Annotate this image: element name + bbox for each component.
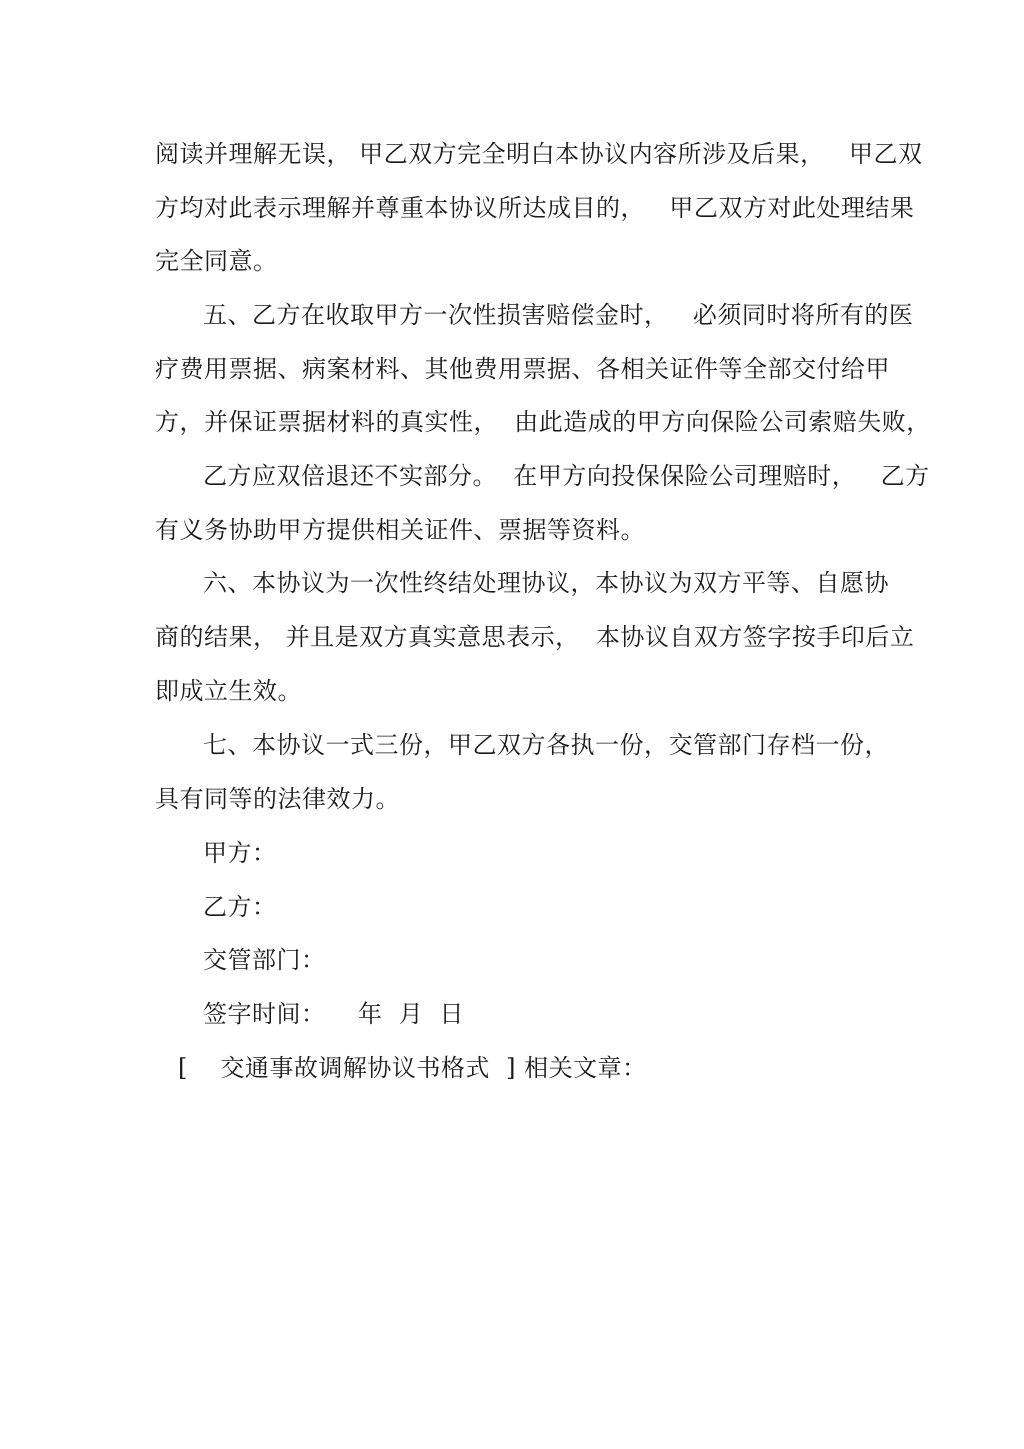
paragraph-5-line-5: 有义务协助甲方提供相关证件、票据等资料。 [155,516,645,544]
paragraph-6-line-2: 商的结果， 并且是双方真实意思表示， 本协议自双方签字按手印后立 [155,623,915,651]
paragraph-7-line-1: 七、本协议一式三份，甲乙双方各执一份，交管部门存档一份， [203,731,889,759]
signature-time: 签字时间： 年 月 日 [203,1000,465,1028]
paragraph-5-line-2: 疗费用票据、病案材料、其他费用票据、各相关证件等全部交付给甲 [155,355,890,383]
signature-party-b: 乙方： [203,893,277,921]
paragraph-4-line-3: 完全同意。 [155,247,278,275]
paragraph-5-line-3: 方，并保证票据材料的真实性， 由此造成的甲方向保险公司索赔失败， [155,408,931,436]
paragraph-4-line-2: 方均对此表示理解并尊重本协议所达成目的， 甲乙双方对此处理结果 [155,194,915,222]
paragraph-4-line-1: 阅读并理解无误， 甲乙双方完全明白本协议内容所涉及后果， 甲乙双 [155,140,923,168]
related-articles-link[interactable]: [ 交通事故调解协议书格式 ] 相关文章： [178,1054,647,1082]
paragraph-5-line-4: 乙方应双倍退还不实部分。 在甲方向投保保险公司理赔时， 乙方 [203,462,930,490]
signature-party-a: 甲方： [203,839,277,867]
paragraph-6-line-3: 即成立生效。 [155,677,302,705]
signature-traffic-dept: 交管部门： [203,946,326,974]
paragraph-6-line-1: 六、本协议为一次性终结处理协议，本协议为双方平等、自愿协 [203,569,889,597]
paragraph-7-line-2: 具有同等的法律效力。 [155,785,400,813]
paragraph-5-line-1: 五、乙方在收取甲方一次性损害赔偿金时， 必须同时将所有的医 [203,301,914,329]
